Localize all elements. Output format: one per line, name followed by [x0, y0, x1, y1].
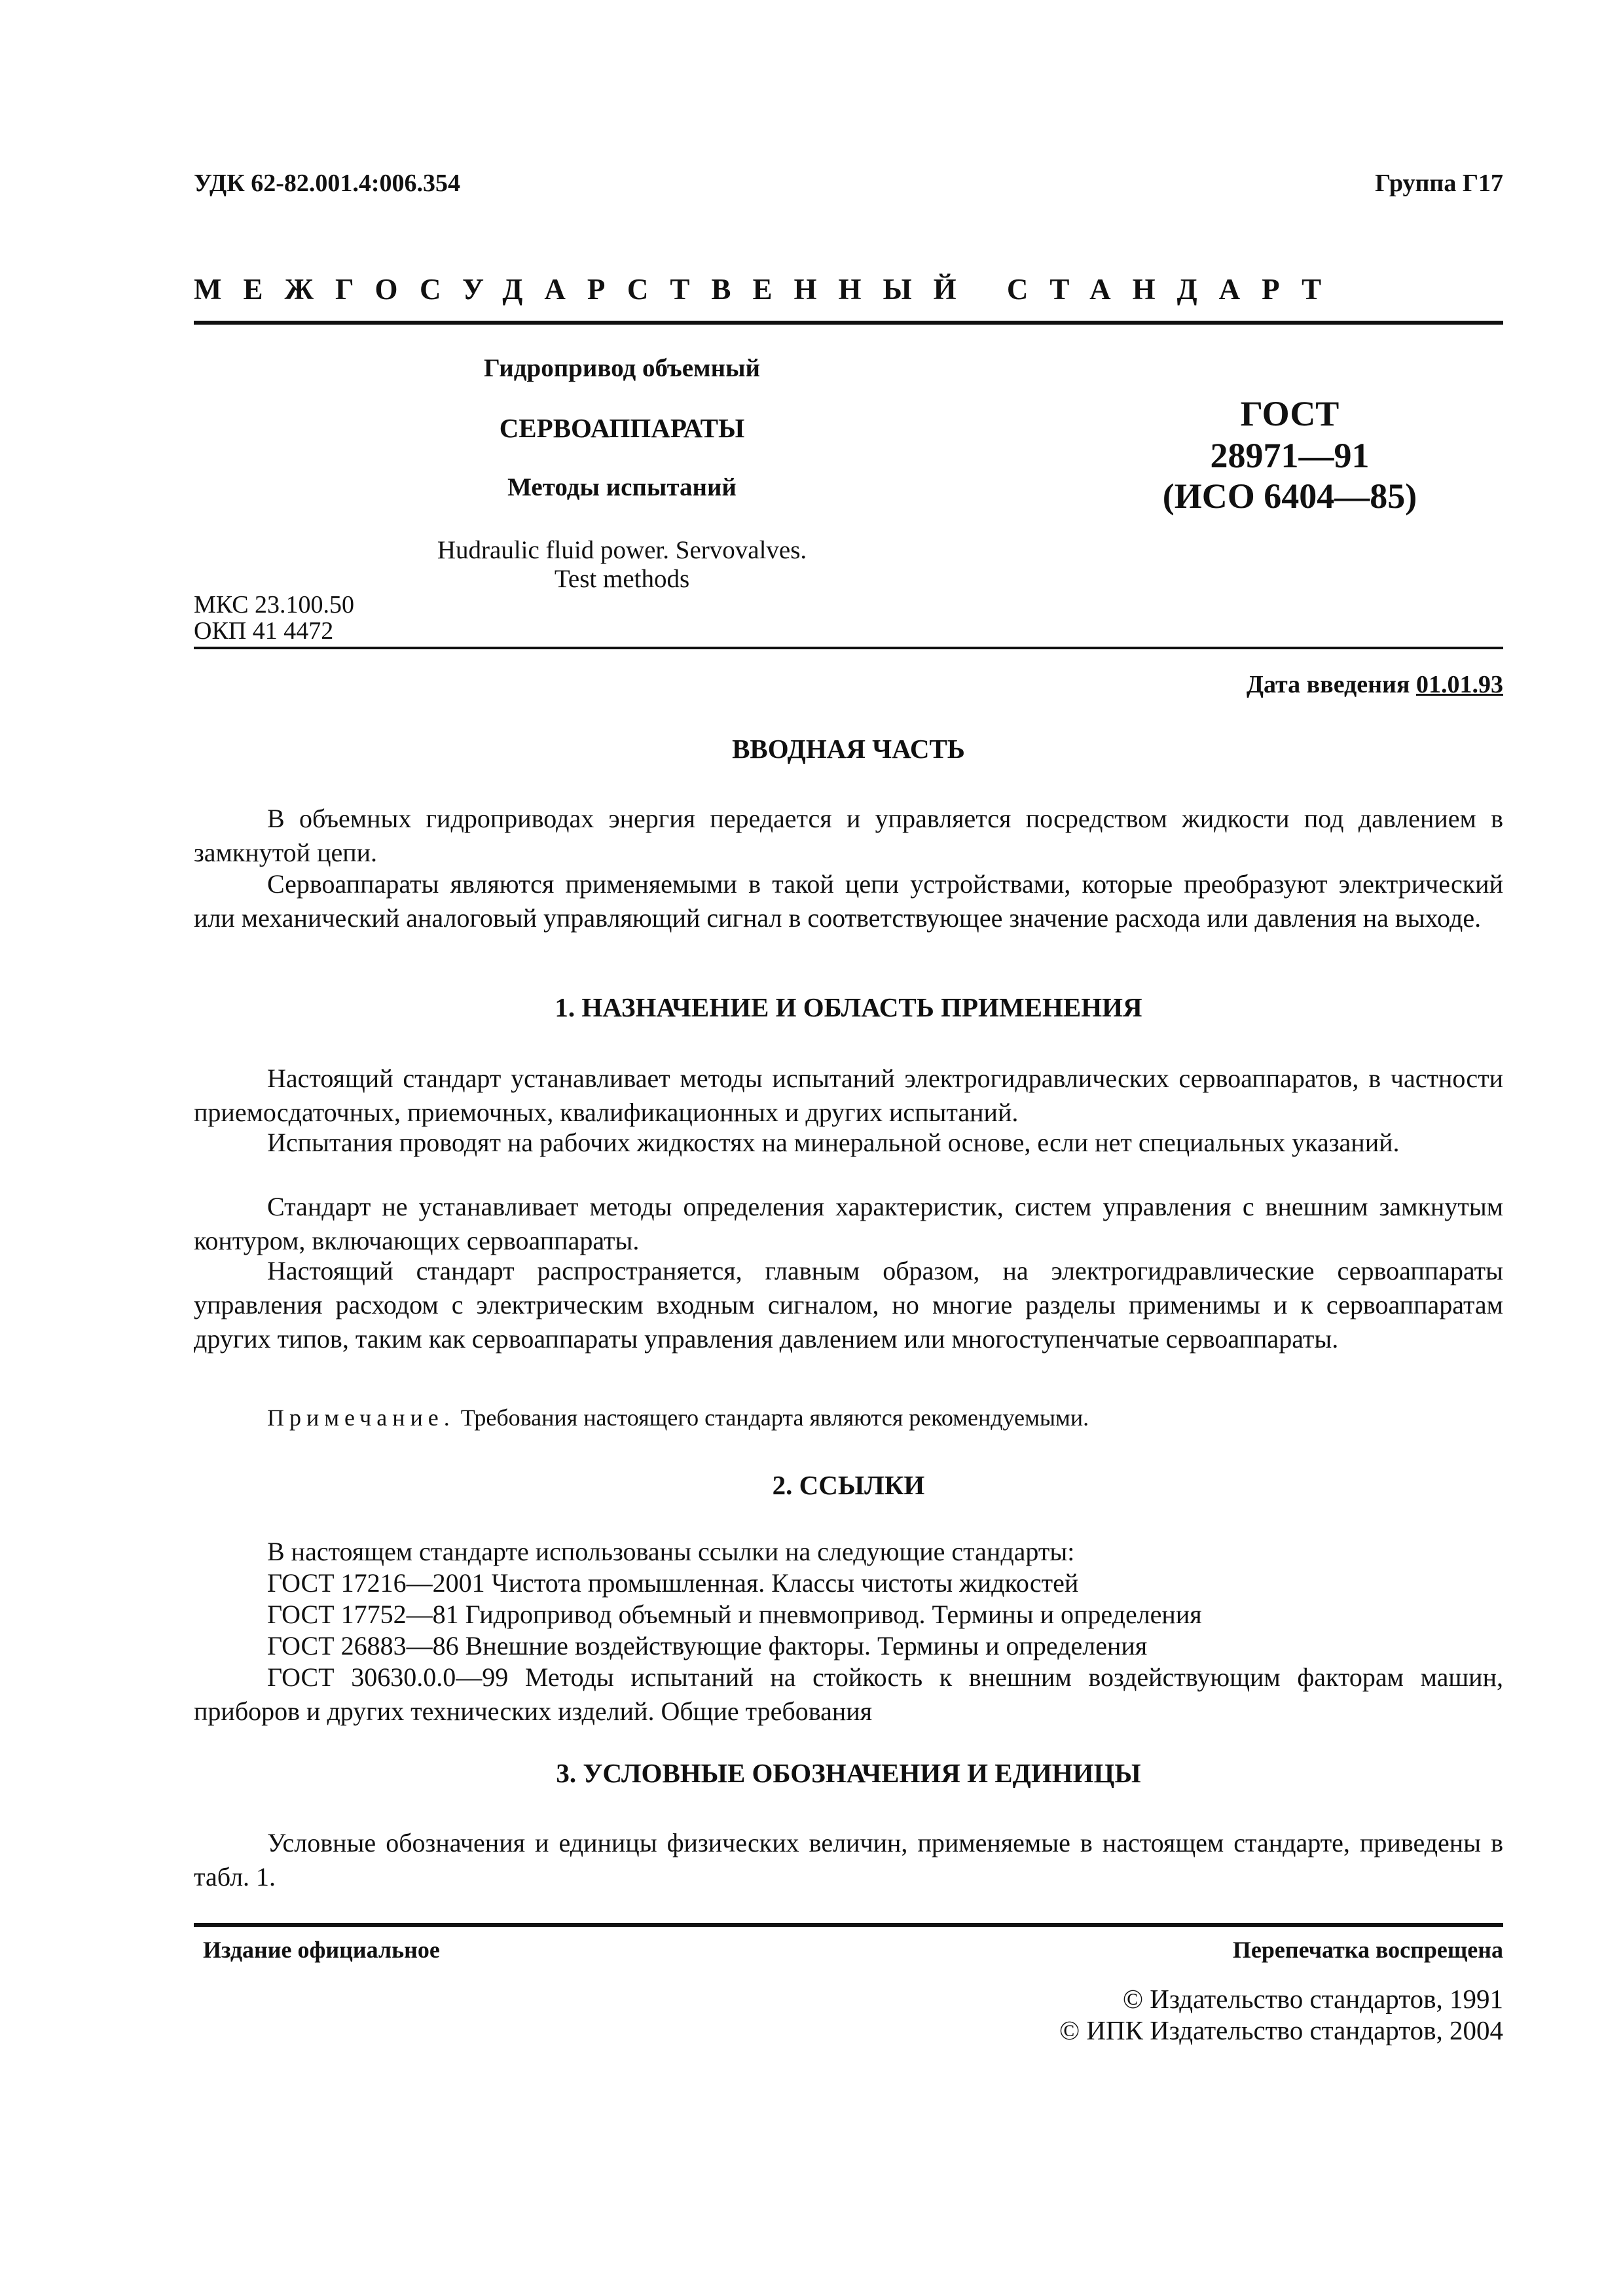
section-1-paragraph-4: Настоящий стандарт распространяется, главным образом, на электрогидравлические сервоаппараты управления расходом с электрическим входным сигналом, но многие разделы применимы и к сервоаппаратам других типов, таким как сервоаппараты управления давлением или многоступенчатые сервоаппараты. — [194, 1256, 1503, 1354]
date-label: Дата введения — [1246, 671, 1410, 698]
note-text: Требования настоящего стандарта являются рекомендуемыми. — [454, 1405, 1089, 1431]
reference-4: ГОСТ 30630.0.0—99 Методы испытаний на стойкость к внешним воздействующим факторам машин, приборов и других технических изделий. Общие требования — [194, 1662, 1503, 1726]
copyright-1: © Издательство стандартов, 1991 — [1122, 1984, 1503, 2014]
english-title-2: Test methods — [554, 565, 690, 593]
english-title-1: Hudraulic fluid power. Servovalves. — [437, 536, 807, 564]
reference-1: ГОСТ 17216—2001 Чистота промышленная. Классы чистоты жидкостей — [267, 1568, 1079, 1598]
okp-code: ОКП 41 4472 — [194, 617, 334, 645]
section-1-paragraph-3: Стандарт не устанавливает методы определения характеристик, систем управления с внешним замкнутым контуром, включающих сервоаппараты. — [194, 1192, 1503, 1255]
section-1-heading: 1. НАЗНАЧЕНИЕ И ОБЛАСТЬ ПРИМЕНЕНИЯ — [555, 992, 1142, 1022]
group-code: Группа Г17 — [1375, 170, 1503, 197]
section-2-heading: 2. ССЫЛКИ — [772, 1470, 925, 1500]
gost-number-line-1: ГОСТ — [1240, 394, 1340, 433]
official-edition-label: Издание официальное — [203, 1937, 440, 1963]
title-line-3: Методы испытаний — [507, 473, 737, 501]
mks-code: МКС 23.100.50 — [194, 591, 355, 619]
reprint-prohibited-label: Перепечатка воспрещена — [1232, 1937, 1503, 1963]
interstate-standard-banner: МЕЖГОСУДАРСТВЕННЫЙ СТАНДАРТ — [194, 273, 1343, 306]
gost-number-line-3: (ИСО 6404—85) — [1162, 476, 1417, 516]
footer-rule — [194, 1923, 1503, 1927]
title-line-2: СЕРВОАППАРАТЫ — [499, 413, 745, 443]
gost-number-line-2: 28971—91 — [1210, 436, 1370, 475]
date-value: 01.01.93 — [1416, 671, 1503, 698]
banner-rule — [194, 321, 1503, 325]
introduction-date — [1247, 670, 1503, 699]
reference-2: ГОСТ 17752—81 Гидропривод объемный и пневмопривод. Термины и определения — [267, 1600, 1202, 1629]
title-line-1: Гидропривод объемный — [483, 354, 761, 382]
section-1-note — [267, 1404, 1089, 1431]
intro-heading: ВВОДНАЯ ЧАСТЬ — [732, 734, 965, 764]
section-3-heading: 3. УСЛОВНЫЕ ОБОЗНАЧЕНИЯ И ЕДИНИЦЫ — [556, 1758, 1141, 1788]
intro-paragraph-2: Сервоаппараты являются применяемыми в такой цепи устройствами, которые преобразуют электрический или механический аналоговый управляющий сигнал в соответствующее значение расхода или давления на выходе. — [194, 869, 1503, 933]
reference-3: ГОСТ 26883—86 Внешние воздействующие факторы. Термины и определения — [267, 1631, 1148, 1660]
codes-rule — [194, 647, 1503, 649]
udk-code: УДК 62-82.001.4:006.354 — [194, 170, 461, 197]
section-1-paragraph-1: Настоящий стандарт устанавливает методы испытаний электрогидравлических сервоаппаратов, в частности приемосдаточных, приемочных, квалификационных и других испытаний. — [194, 1064, 1503, 1127]
copyright-2: © ИПК Издательство стандартов, 2004 — [1059, 2015, 1503, 2045]
section-2-intro: В настоящем стандарте использованы ссылки на следующие стандарты: — [267, 1537, 1075, 1566]
section-1-paragraph-2: Испытания проводят на рабочих жидкостях на минеральной основе, если нет специальных указаний. — [267, 1128, 1400, 1157]
note-label: Примечание. — [267, 1405, 455, 1431]
section-3-paragraph-1: Условные обозначения и единицы физических величин, применяемые в настоящем стандарте, приведены в табл. 1. — [194, 1828, 1503, 1892]
intro-paragraph-1: В объемных гидроприводах энергия передается и управляется посредством жидкости под давлением в замкнутой цепи. — [194, 804, 1503, 867]
